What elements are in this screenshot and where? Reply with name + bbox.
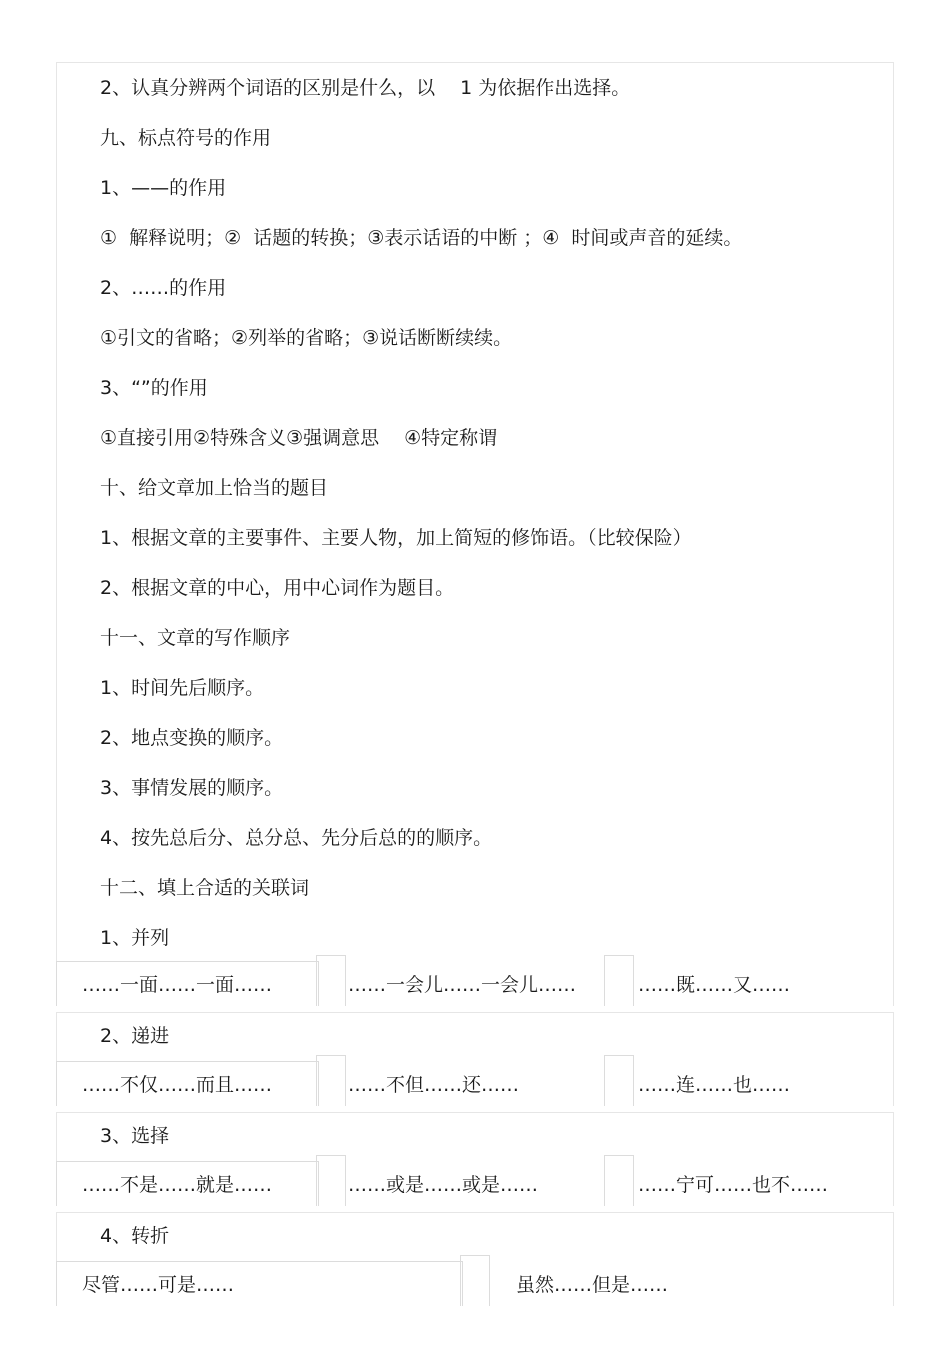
cell-divider — [316, 1055, 346, 1106]
conjunction-cell: ……一会儿……一会儿…… — [348, 974, 577, 996]
conjunction-cell: ……一面……一面…… — [82, 974, 273, 996]
text-line: 1、——的作用 — [100, 177, 227, 199]
conjunction-cell: ……不是……就是…… — [82, 1174, 273, 1196]
cell-divider — [604, 1155, 634, 1206]
text-line: 1、时间先后顺序。 — [100, 677, 265, 699]
section-heading: 十、给文章加上恰当的题目 — [100, 477, 329, 499]
text-line: 2、根据文章的中心，用中心词作为题目。 — [100, 577, 455, 599]
text-line: 3、“”的作用 — [100, 377, 208, 399]
conjunction-cell: ……不仅……而且…… — [82, 1074, 273, 1096]
cell-divider — [316, 1155, 346, 1206]
group-heading: 3、选择 — [100, 1125, 170, 1147]
section-heading: 九、标点符号的作用 — [100, 127, 272, 149]
conjunction-cell: ……既……又…… — [638, 974, 791, 996]
conjunction-cell: 虽然……但是…… — [516, 1274, 669, 1296]
text-line: ①直接引用②特殊含义③强调意思 ④特定称谓 — [100, 427, 498, 449]
text-line: ① 解释说明；② 话题的转换；③表示话语的中断 ；④ 时间或声音的延续。 — [100, 227, 743, 249]
cell-divider — [460, 1255, 490, 1306]
group-heading: 4、转折 — [100, 1225, 170, 1247]
conjunction-cell: ……宁可……也不…… — [638, 1174, 829, 1196]
section-heading: 十二、填上合适的关联词 — [100, 877, 310, 899]
section-heading: 十一、文章的写作顺序 — [100, 627, 291, 649]
conjunction-cell: ……或是……或是…… — [348, 1174, 539, 1196]
cell-divider — [604, 955, 634, 1006]
conjunction-cell: ……连……也…… — [638, 1074, 791, 1096]
text-line: 1、根据文章的主要事件、主要人物，加上简短的修饰语。（比较保险） — [100, 527, 692, 549]
cell-divider — [604, 1055, 634, 1106]
text-line: ①引文的省略；②列举的省略；③说话断断续续。 — [100, 327, 513, 349]
cell-divider — [316, 955, 346, 1006]
text-line: 2、认真分辨两个词语的区别是什么，以 1 为依据作出选择。 — [100, 77, 631, 99]
conjunction-cell: ……不但……还…… — [348, 1074, 520, 1096]
text-line: 3、事情发展的顺序。 — [100, 777, 284, 799]
text-line: 4、按先总后分、总分总、先分后总的的顺序。 — [100, 827, 493, 849]
text-line: 2、地点变换的顺序。 — [100, 727, 284, 749]
conjunction-cell: 尽管……可是…… — [82, 1274, 235, 1296]
group-heading: 2、递进 — [100, 1025, 170, 1047]
text-line: 1、并列 — [100, 927, 170, 949]
text-line: 2、……的作用 — [100, 277, 227, 299]
